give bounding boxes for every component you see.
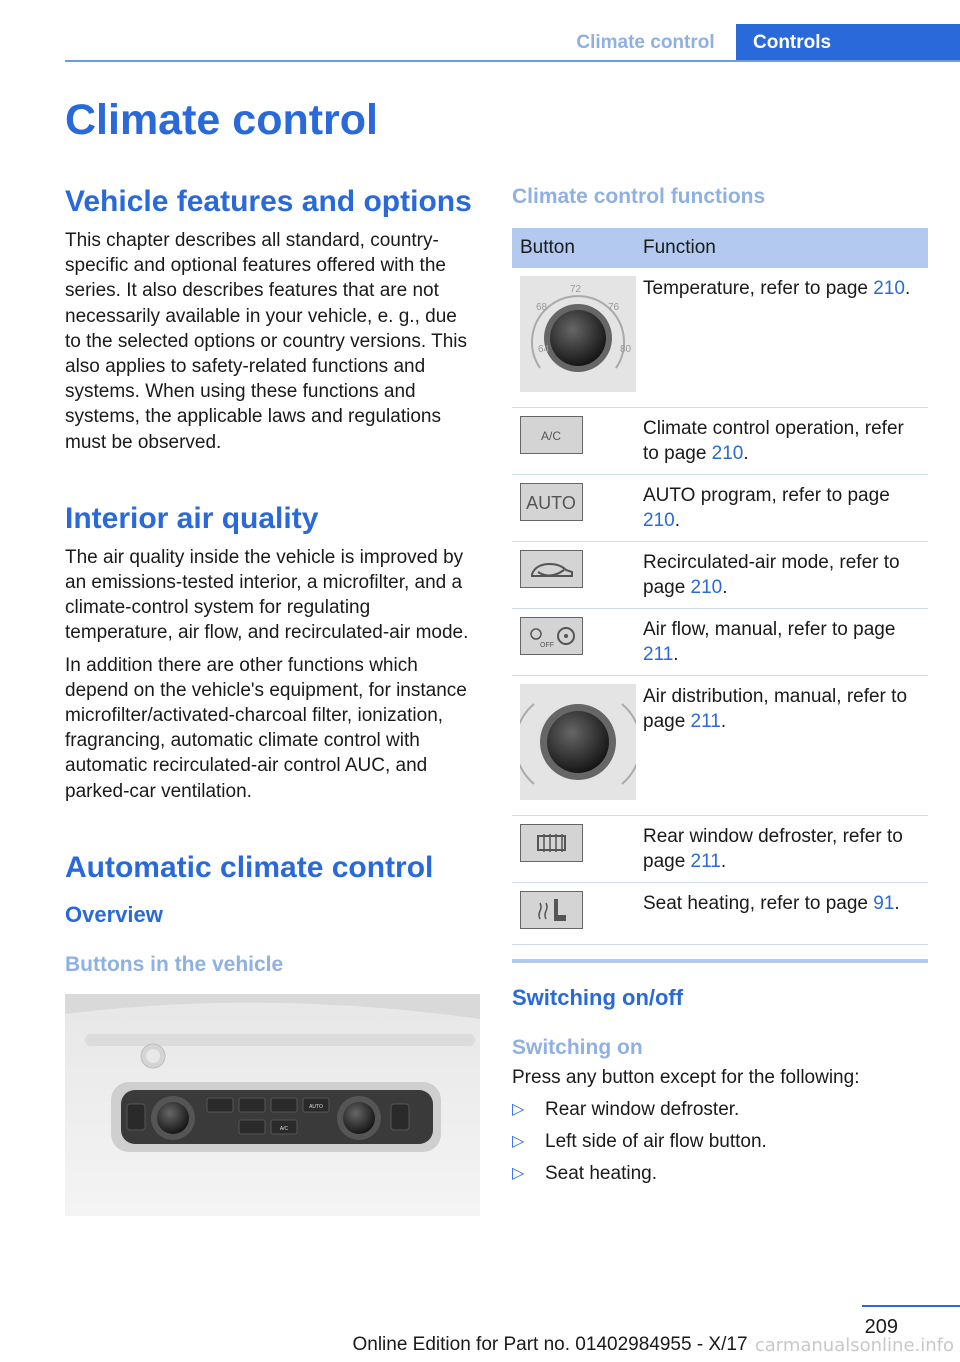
ac-label: A/C	[540, 429, 562, 443]
footer-rule	[862, 1305, 960, 1307]
dial-label: 80	[620, 344, 632, 355]
switching-on-text: Press any button except for the following:	[512, 1067, 860, 1088]
bullet-marker: ▷	[512, 1165, 525, 1183]
auto-button-icon	[520, 483, 583, 521]
watermark: carmanualsonline.info	[754, 1335, 954, 1356]
page-header	[0, 24, 960, 62]
row-text: Climate control operation, refer to page	[643, 418, 904, 464]
page-link[interactable]: 91	[873, 893, 895, 914]
table-row: A/C Climate control operation, refer to page 210.	[512, 408, 928, 475]
buttons-heading: Buttons in the vehicle	[65, 952, 284, 976]
table-row: Rear window defroster, refer to page 211.	[512, 816, 928, 883]
table-row: Air distribution, manual, refer to page 211.	[512, 676, 928, 816]
off-label: OFF	[540, 642, 554, 649]
panel-auto-label: AUTO	[309, 1103, 323, 1110]
air-quality-paragraph-2: In addition there are other functions which depend on the vehicle's equipment, for instance microfilter/activated-charcoal filter, ionization, fragrancing, automatic climate control with automatic recirculated-air control AUC, and parked-car ventilation.	[65, 654, 467, 802]
dial-label: 68	[536, 302, 548, 313]
air-quality-heading: Interior air quality	[65, 501, 319, 535]
overview-heading: Overview	[65, 901, 163, 927]
page-link[interactable]: 210	[711, 443, 744, 464]
list-item: ▷ Rear window defroster.	[512, 1099, 740, 1121]
air-distribution-dial-icon	[520, 684, 636, 800]
table-row: 64 68 72 76 80 Temperature, refer to page 210.	[512, 268, 928, 408]
dashboard-photo	[65, 994, 480, 1216]
table-row: Recirculated-air mode, refer to page 210.	[512, 542, 928, 609]
temperature-dial-icon	[520, 276, 636, 392]
dial-label: 64	[538, 344, 550, 355]
features-text: This chapter describes all standard, country-specific and optional features offered with the series. It also describes features that are not necessarily available in your vehicle, e. g., due to the selected options or country versions. This also applies to safety-related functions and systems. When using these functions and systems, the applicable laws and regulations must be observed.	[65, 230, 468, 453]
table-row: Seat heating, refer to page 91.	[512, 883, 928, 945]
fan-icon	[520, 617, 583, 655]
bullet-marker: ▷	[512, 1133, 525, 1151]
page-link[interactable]: 211	[690, 851, 721, 872]
table-row: OFF Air flow, manual, refer to page 211.	[512, 609, 928, 676]
row-text: Air flow, manual, refer to page	[643, 619, 896, 640]
right-column	[512, 182, 928, 1186]
functions-table	[512, 228, 928, 945]
auto-label: AUTO	[526, 493, 576, 513]
row-text: Rear window defroster, refer to page	[643, 826, 903, 872]
page-title: Climate control	[65, 96, 378, 144]
air-quality-paragraph-1: The air quality inside the vehicle is improved by an emissions-tested interior, a microfilter, and a climate-control system for regulating temperature, air flow, and recirculated-air mode.	[65, 546, 469, 644]
row-text: Temperature, refer to page	[643, 278, 874, 299]
dial-label: 76	[608, 302, 620, 313]
features-heading: Vehicle features and options	[65, 185, 472, 218]
table-header-button: Button	[512, 228, 643, 268]
seat-heating-icon	[520, 891, 583, 929]
page-link[interactable]: 210	[643, 510, 675, 531]
left-column	[65, 182, 475, 1221]
page-number: 209	[864, 1316, 898, 1338]
dial-label: 72	[570, 284, 582, 295]
ac-button-icon	[520, 416, 583, 454]
row-text: Air distribution, manual, refer to page	[643, 686, 908, 732]
recirculation-icon	[520, 550, 583, 588]
header-rule	[65, 60, 960, 62]
table-header-function: Function	[643, 228, 928, 268]
panel-ac-label: A/C	[279, 1125, 289, 1132]
row-text: AUTO program, refer to page	[643, 485, 890, 506]
page-link[interactable]: 211	[690, 711, 721, 732]
list-item: ▷ Left side of air flow button.	[512, 1131, 767, 1153]
page-link[interactable]: 210	[690, 577, 723, 598]
chapter-tab[interactable]: Controls	[736, 24, 960, 62]
table-row: AUTO AUTO program, refer to page 210.	[512, 475, 928, 542]
bullet-marker: ▷	[512, 1101, 525, 1119]
rear-defroster-icon	[520, 824, 583, 862]
section-tab[interactable]: Climate control	[576, 32, 715, 53]
switching-heading: Switching on/off	[512, 985, 684, 1010]
row-text: Seat heating, refer to page	[643, 893, 874, 914]
switching-on-heading: Switching on	[512, 1036, 643, 1059]
automatic-climate-heading: Automatic climate control	[65, 850, 434, 884]
row-text: Recirculated-air mode, refer to page	[643, 552, 900, 598]
list-item: ▷ Seat heating.	[512, 1163, 657, 1185]
functions-heading: Climate control functions	[512, 185, 766, 208]
page-link[interactable]: 211	[643, 644, 674, 665]
footer-edition: Online Edition for Part no. 01402984955 - X/17	[352, 1334, 748, 1355]
page-link[interactable]: 210	[873, 278, 905, 299]
